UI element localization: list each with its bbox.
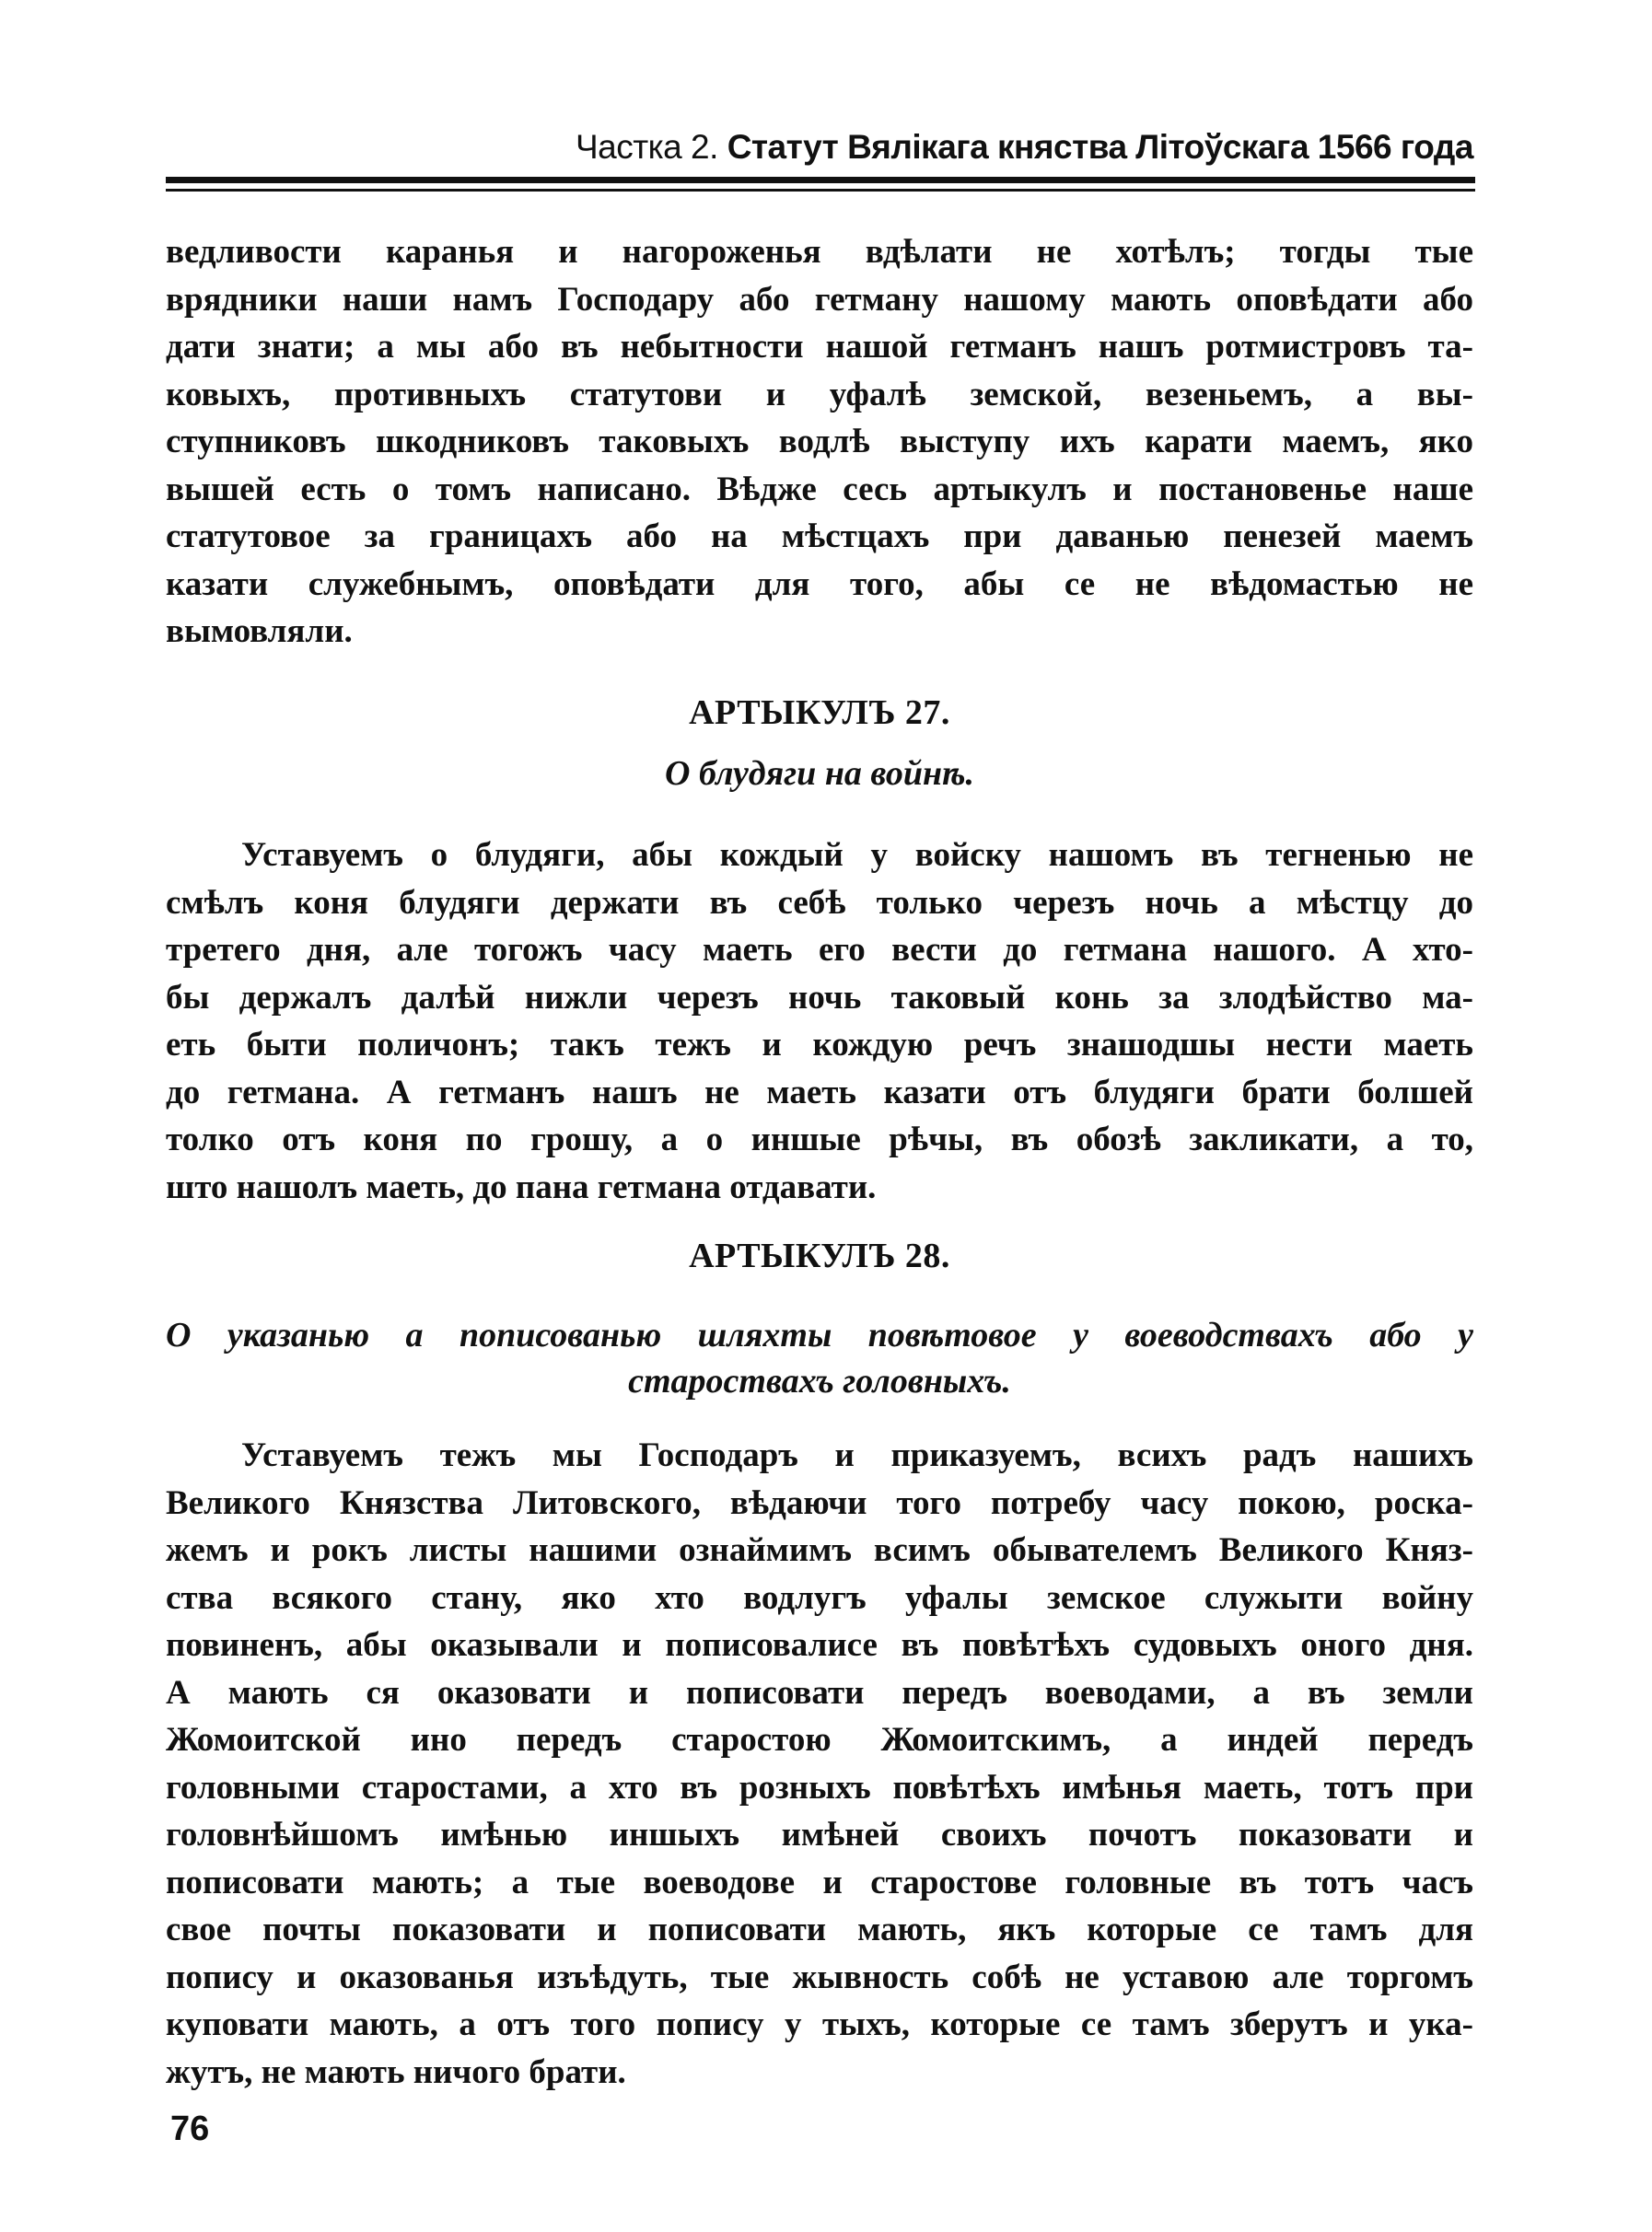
subtitle-line: староствахъ головныхъ. <box>628 1362 1011 1401</box>
article-28-subtitle <box>166 1312 1473 1404</box>
header-rule-thick <box>166 177 1475 183</box>
text-line: бы держалъ далѣй нижли черезъ ночь таковый конь за злодѣйство ма- <box>166 978 1473 1017</box>
text-line: вымовляли. <box>166 612 353 650</box>
continuation-paragraph <box>166 228 1473 656</box>
page-number: 76 <box>170 2110 210 2148</box>
text-line: вышей есть о томъ написано. Вѣдже сесь артыкулъ и постановенье наше <box>166 470 1473 508</box>
text-line: А мають ся оказовати и пописовати передъ воеводами, а въ земли <box>166 1673 1473 1712</box>
text-line: ства всякого стану, яко хто водлугъ уфалы земское служыти войну <box>166 1578 1473 1617</box>
text-line: попису и оказованья изъѣдуть, тые жывность собѣ не уставою але торгомъ <box>166 1958 1473 1996</box>
running-header <box>166 127 1473 168</box>
text-line: ковыхъ, противныхъ статутови и уфалѣ земской, везеньемъ, а вы- <box>166 375 1473 413</box>
running-header-part: Частка 2. <box>576 128 718 166</box>
text-line: казати служебнымъ, оповѣдати для того, абы се не вѣдомастью не <box>166 564 1473 603</box>
subtitle-line: О указанью а пописованью шляхты повѣтовое у воеводствахъ або у <box>166 1316 1473 1354</box>
text-line: Великого Князства Литовского, вѣдаючи того потребу часу покою, роска- <box>166 1483 1473 1522</box>
text-line: головнѣйшомъ имѣнью иншыхъ имѣней своихъ почотъ показовати и <box>166 1816 1473 1854</box>
text-line: статутовое за границахъ або на мѣстцахъ при даванью пенезей маемъ <box>166 517 1473 555</box>
text-line: врядники наши намъ Господару або гетману нашому мають оповѣдати або <box>166 280 1473 319</box>
text-line: што нашолъ маеть, до пана гетмана отдавати. <box>166 1168 877 1206</box>
text-line: Уставуемъ о блудяги, абы кождый у войску нашомъ въ тегненью не <box>241 836 1473 874</box>
running-header-title: Статут Вялікага княства Літоўскага 1566 года <box>727 128 1473 166</box>
text-line: жутъ, не мають ничого брати. <box>166 2052 626 2091</box>
text-line: третего дня, але тогожъ часу маеть его вести до гетмана нашого. А хто- <box>166 931 1473 969</box>
text-line: ступниковъ шкодниковъ таковыхъ водлѣ выступу ихъ карати маемъ, яко <box>166 423 1473 460</box>
text-line: пописовати мають; а тые воеводове и старостове головные въ тотъ часъ <box>166 1863 1473 1901</box>
text-line: жемъ и рокъ листы нашими ознаймимъ всимъ обывателемъ Великого Княз- <box>166 1531 1473 1569</box>
text-line: свое почты показовати и пописовати мають, якъ которые се тамъ для <box>166 1911 1473 1948</box>
article-28-paragraph <box>166 1432 1473 2096</box>
text-line: до гетмана. А гетманъ нашъ не маеть казати отъ блудяги брати болшей <box>166 1073 1473 1111</box>
text-line: толко отъ коня по грошу, а о иншые рѣчы, въ обозѣ закликати, а то, <box>166 1121 1473 1158</box>
text-line: Жомоитской ино передъ старостою Жомоитскимъ, а индей передъ <box>166 1721 1473 1759</box>
text-line: Уставуемъ тежъ мы Господаръ и приказуемъ, всихъ радъ нашихъ <box>241 1436 1473 1474</box>
article-27-subtitle: О блудяги на войнѣ. <box>665 754 974 793</box>
header-rule-thin <box>166 189 1475 192</box>
article-27-paragraph <box>166 831 1473 1211</box>
text-line: повиненъ, абы оказывали и пописовалисе въ повѣтѣхъ судовыхъ оного дня. <box>166 1626 1473 1664</box>
article-27-heading: АРТЫКУЛЪ 27. <box>689 693 950 732</box>
text-line: головными старостами, а хто въ розныхъ повѣтѣхъ имѣнья маеть, тотъ при <box>166 1768 1473 1807</box>
text-line: дати знати; а мы або въ небытности нашой гетманъ нашъ ротмистровъ та- <box>166 328 1473 366</box>
text-line: еть быти поличонъ; такъ тежъ и кождую речъ знашодшы нести маеть <box>166 1026 1473 1064</box>
text-line: ведливости каранья и нагороженья вдѣлати не хотѣлъ; тогды тые <box>166 233 1473 271</box>
text-line: смѣлъ коня блудяги держати въ себѣ только черезъ ночь а мѣстцу до <box>166 883 1473 922</box>
article-28-heading: АРТЫКУЛЪ 28. <box>689 1237 950 1275</box>
text-line: куповати мають, а отъ того попису у тыхъ, которые се тамъ зберутъ и ука- <box>166 2005 1473 2043</box>
